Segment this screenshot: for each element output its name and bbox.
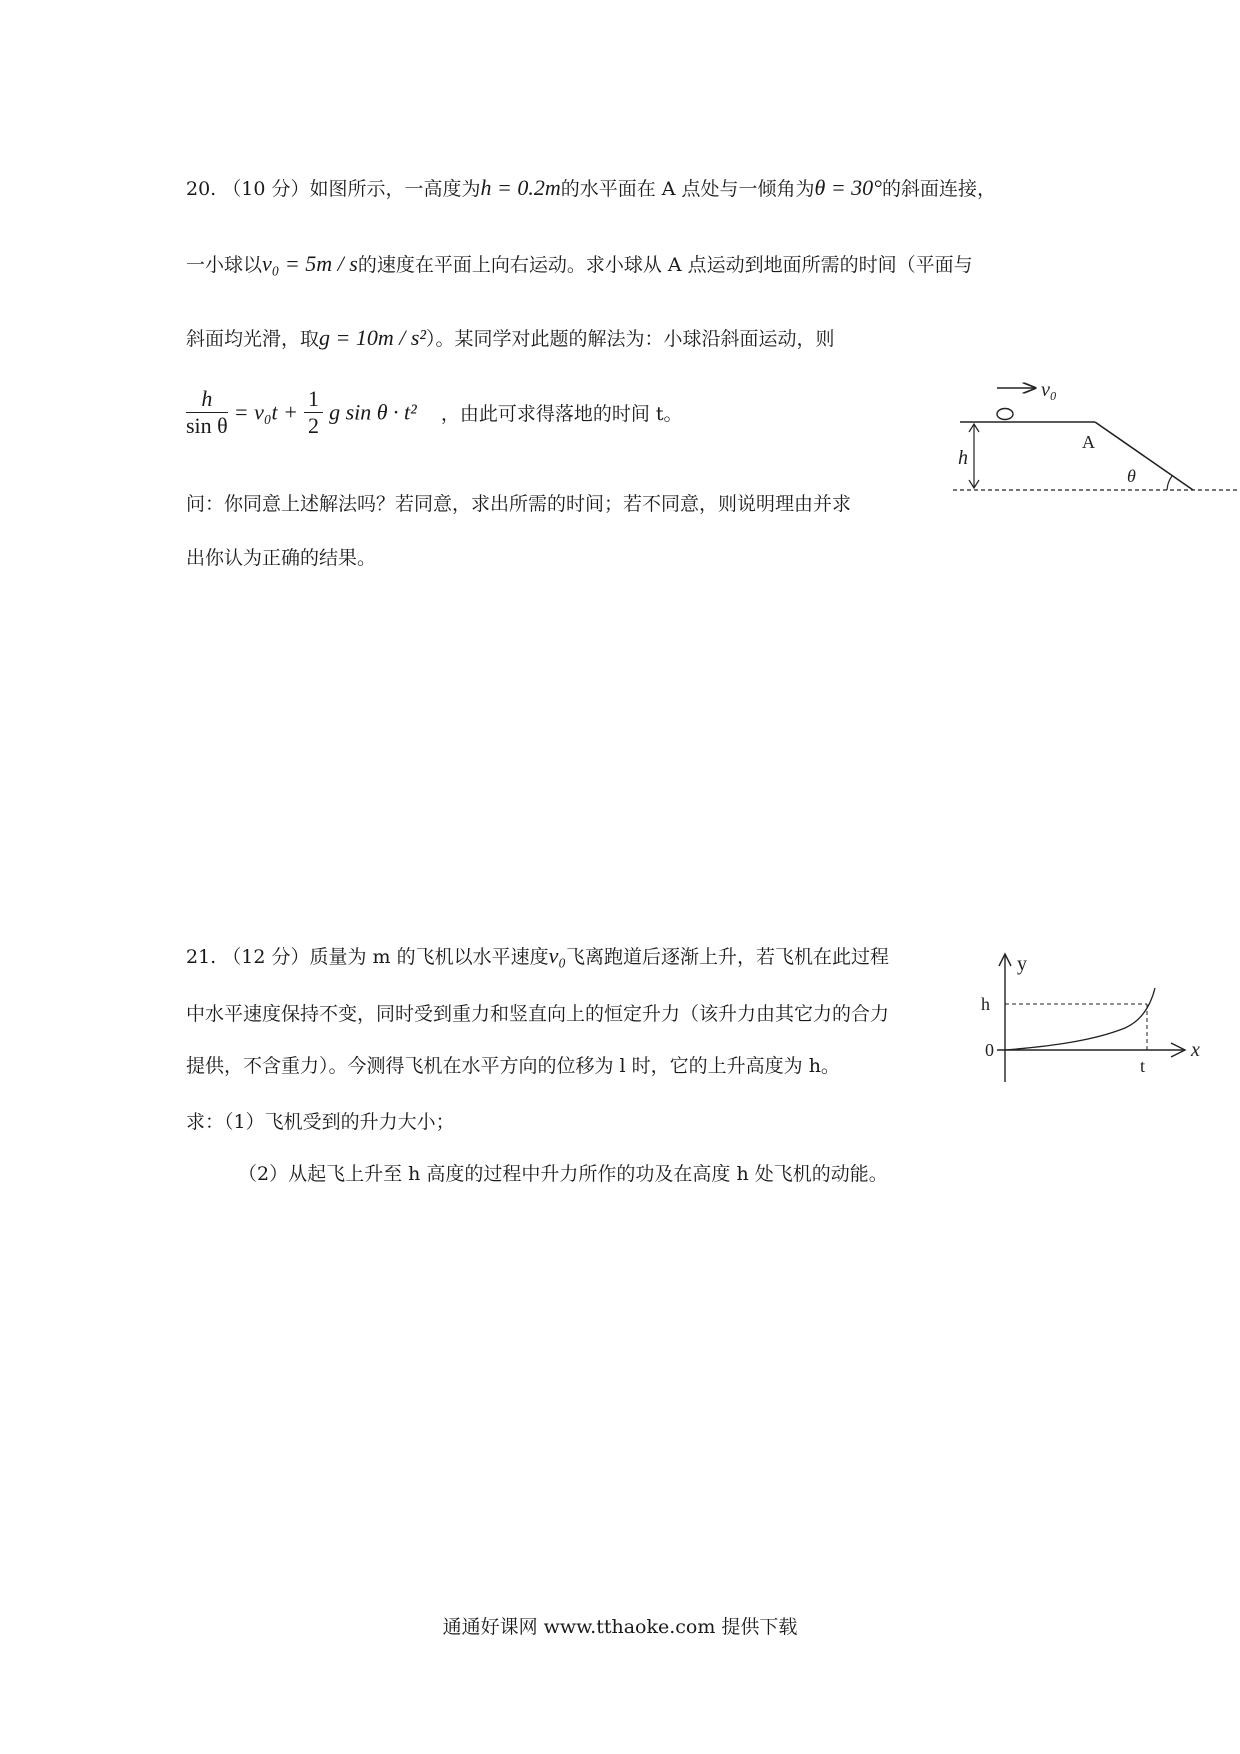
equation-half-numerator: 1 [304,386,323,413]
formula-gravity: g = 10m / s² [319,325,427,350]
angle-label: θ [1127,466,1136,486]
q20-line-2 [186,250,973,279]
equation-lhs-denominator: sin θ [186,413,228,438]
angle-arc [1167,476,1172,490]
equation-tail: ，由此可求得落地的时间 t。 [440,403,683,425]
t-tick-label: t [1140,1056,1146,1076]
q21-line-1 [186,942,889,971]
formula-angle: θ = 30° [814,175,882,200]
footer-source: 通通好课网 www.tthaoke.com 提供下载 [442,1616,798,1638]
height-label: h [958,447,968,469]
q21-line-5: （2）从起飞上升至 h 高度的过程中升力所作的功及在高度 h 处飞机的动能。 [238,1163,888,1185]
equation-rhs-a: = v₀t + [233,399,298,425]
q20-text: 的斜面连接， [881,178,996,200]
equation-half-fraction [304,386,323,439]
velocity-label: v₀ [1041,379,1057,401]
y-axis-label: y [1017,953,1027,975]
q20-text: 的水平面在 A 点处与一倾角为 [560,178,815,200]
x-axis-label: x [1191,1039,1200,1061]
h-tick-label: h [981,994,990,1014]
formula-height: h = 0.2m [480,175,561,200]
q21-text: 21. （12 分）质量为 m 的飞机以水平速度 [186,946,549,968]
trajectory-curve [1005,988,1155,1050]
q20-text: ）。某同学对此题的解法为：小球沿斜面运动，则 [426,328,835,350]
equation-lhs-fraction [186,386,228,439]
q21-line-4: 求：（1）飞机受到的升力大小； [186,1111,455,1133]
q21-trajectory-figure [975,942,1215,1092]
slope-line [1095,422,1193,490]
q21-text: 飞离跑道后逐渐上升，若飞机在此过程 [566,946,890,968]
q20-line-3 [186,324,835,353]
q20-text: 20. （10 分）如图所示，一高度为 [186,178,481,200]
ball-icon [997,409,1013,420]
equation-rhs-b: g sin θ · t² [329,399,417,425]
equation-lhs-numerator: h [186,386,228,413]
q20-text: 斜面均光滑，取 [186,328,320,350]
formula-velocity: v₀ [548,943,566,968]
equation-half-denominator: 2 [308,413,320,438]
q21-line-2: 中水平速度保持不变，同时受到重力和竖直向上的恒定升力（该升力由其它力的合力 [186,1003,890,1025]
q20-equation [186,386,683,439]
q20-slope-figure [945,370,1240,500]
formula-velocity: v₀ = 5m / s [262,251,358,276]
origin-label: 0 [985,1040,994,1060]
q20-text: 的速度在平面上向右运动。求小球从 A 点运动到地面所需的时间（平面与 [357,254,973,276]
q20-line-6: 出你认为正确的结果。 [186,547,377,569]
q20-text: 一小球以 [186,254,263,276]
q21-line-3: 提供，不含重力）。今测得飞机在水平方向的位移为 l 时，它的上升高度为 h。 [186,1055,840,1077]
q20-line-1 [186,174,996,203]
point-a-label: A [1082,432,1095,452]
q20-line-5: 问：你同意上述解法吗？若同意，求出所需的时间；若不同意，则说明理由并求 [186,493,852,515]
